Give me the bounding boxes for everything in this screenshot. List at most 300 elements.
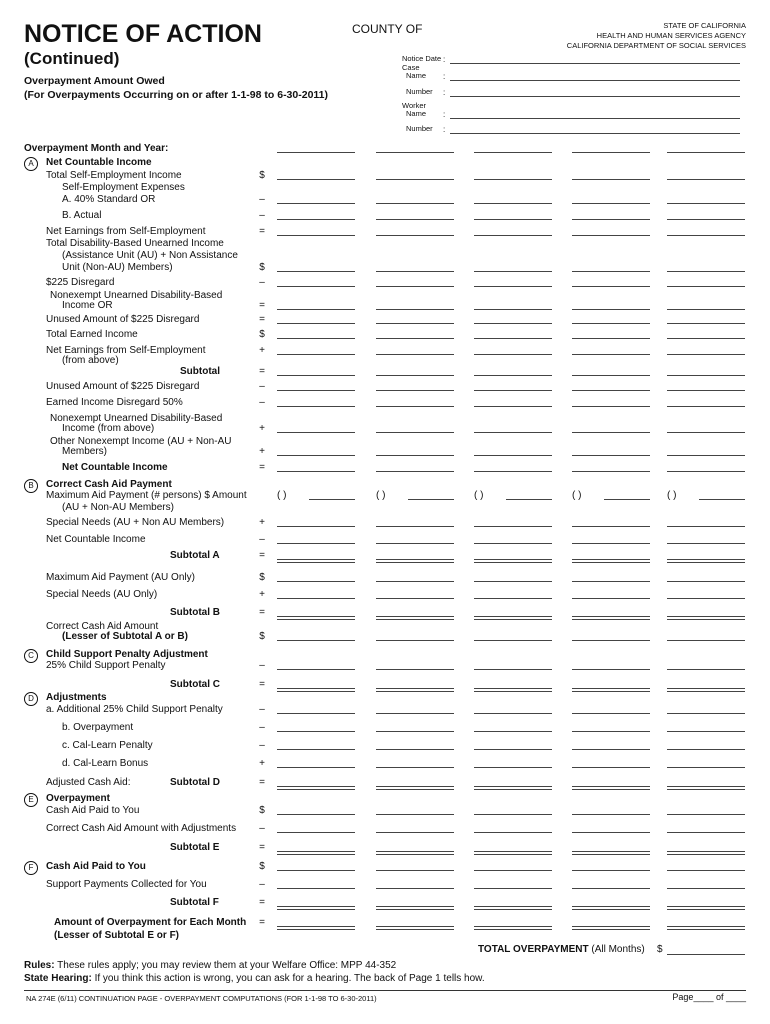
row-operator: – [259, 397, 265, 408]
amount-field[interactable] [667, 526, 745, 527]
amount-field[interactable] [277, 713, 355, 714]
amount-field[interactable] [277, 432, 355, 433]
amount-field[interactable] [572, 731, 650, 732]
continued-label: (Continued) [24, 49, 120, 68]
amount-field[interactable] [277, 832, 355, 833]
amount-field[interactable] [572, 767, 650, 768]
amount-field[interactable] [474, 271, 552, 272]
amount-field[interactable] [667, 471, 745, 472]
amount-field[interactable] [572, 832, 650, 833]
county-label: COUNTY OF [352, 22, 423, 36]
amount-field[interactable] [474, 455, 552, 456]
row-label: Net Countable Income [62, 462, 168, 473]
amount-field[interactable] [277, 749, 355, 750]
row-label: a. Additional 25% Child Support Penalty [46, 704, 223, 715]
amount-field[interactable] [376, 906, 454, 910]
amount-field[interactable] [474, 526, 552, 527]
page-number: Page____ of ____ [672, 992, 746, 1002]
amount-field[interactable] [572, 851, 650, 855]
amount-field[interactable] [376, 814, 454, 815]
row-label: Adjustments [46, 692, 107, 703]
amount-field[interactable] [376, 323, 454, 324]
amount-field[interactable] [474, 323, 552, 324]
amount-field[interactable] [572, 338, 650, 339]
persons-count-field[interactable]: ( ) [277, 490, 287, 501]
amount-field[interactable] [572, 455, 650, 456]
amount-field[interactable] [376, 375, 454, 376]
amount-field[interactable] [376, 832, 454, 833]
amount-field[interactable] [277, 888, 355, 889]
persons-count-field[interactable]: ( ) [376, 490, 386, 501]
amount-field[interactable] [474, 669, 552, 670]
amount-field[interactable] [572, 906, 650, 910]
amount-field[interactable] [667, 559, 745, 563]
amount-field[interactable] [376, 851, 454, 855]
amount-field[interactable] [277, 455, 355, 456]
row-operator: = [259, 607, 265, 618]
amount-field[interactable] [572, 471, 650, 472]
amount-field[interactable] [667, 375, 745, 376]
amount-field[interactable] [376, 669, 454, 670]
row-label: $225 Disregard [46, 277, 115, 288]
amount-field[interactable] [277, 271, 355, 272]
amount-field[interactable] [667, 390, 745, 391]
amount-field[interactable] [667, 309, 745, 310]
amount-field[interactable] [506, 499, 552, 500]
amount-field[interactable] [667, 235, 745, 236]
case-name-label: Name [406, 71, 427, 80]
row-operator: $ [259, 572, 265, 583]
amount-field[interactable] [474, 543, 552, 544]
row-label: (Lesser of Subtotal E or F) [54, 930, 180, 941]
amount-field[interactable] [376, 581, 454, 582]
row-label: Correct Cash Aid Amount with Adjustments [46, 823, 237, 834]
amount-field[interactable] [376, 616, 454, 620]
amount-field[interactable] [667, 543, 745, 544]
case-number-field[interactable] [450, 96, 740, 97]
amount-field[interactable] [277, 471, 355, 472]
amount-field[interactable] [572, 323, 650, 324]
amount-field[interactable] [277, 152, 355, 153]
amount-field[interactable] [572, 870, 650, 871]
row-label: Correct Cash Aid Payment [46, 479, 172, 490]
amount-field[interactable] [474, 906, 552, 910]
amount-field[interactable] [376, 640, 454, 641]
amount-field[interactable] [667, 455, 745, 456]
row-label: Support Payments Collected for You [46, 879, 207, 890]
row-label: Net Earnings from Self-Employment [46, 226, 206, 237]
section-d-badge: D [24, 692, 38, 706]
amount-field[interactable] [376, 203, 454, 204]
amount-field[interactable] [376, 179, 454, 180]
amount-field[interactable] [474, 406, 552, 407]
amount-field[interactable] [572, 271, 650, 272]
amount-field[interactable] [667, 786, 745, 790]
amount-field[interactable] [572, 814, 650, 815]
worker-name-label: Name [406, 109, 427, 118]
total-label: TOTAL OVERPAYMENT [478, 944, 589, 955]
row-label: Overpayment [46, 793, 110, 804]
agency-line: HEALTH AND HUMAN SERVICES AGENCY [596, 31, 746, 40]
row-operator: = [259, 462, 265, 473]
amount-field[interactable] [667, 616, 745, 620]
row-operator: – [259, 210, 265, 221]
footer-divider [24, 990, 746, 991]
case-number-label: Number [406, 87, 433, 96]
amount-field[interactable] [474, 640, 552, 641]
amount-field[interactable] [376, 286, 454, 287]
amount-field[interactable] [572, 390, 650, 391]
worker-name-field[interactable] [450, 118, 740, 119]
row-label: (from above) [62, 355, 119, 366]
row-operator: = [259, 550, 265, 561]
row-label: d. Cal-Learn Bonus [62, 758, 149, 769]
row-label: Income (from above) [62, 423, 155, 434]
row-label: Total Self-Employment Income [46, 170, 182, 181]
amount-field[interactable] [667, 832, 745, 833]
row-label: Nonexempt Unearned Disability-Based [50, 413, 223, 424]
row-label: Net Countable Income [46, 157, 152, 168]
amount-field[interactable] [667, 338, 745, 339]
row-label: Correct Cash Aid Amount [46, 621, 159, 632]
amount-field[interactable] [376, 390, 454, 391]
amount-field[interactable] [474, 749, 552, 750]
section-c-badge: C [24, 649, 38, 663]
amount-field[interactable] [474, 581, 552, 582]
row-operator: – [259, 722, 265, 733]
row-label: Self-Employment Expenses [62, 182, 185, 193]
amount-field[interactable] [667, 749, 745, 750]
amount-field[interactable] [572, 235, 650, 236]
agency-line: STATE OF CALIFORNIA [663, 21, 746, 30]
colon: : [443, 125, 446, 134]
amount-field[interactable] [667, 354, 745, 355]
amount-field[interactable] [572, 640, 650, 641]
amount-field[interactable] [277, 203, 355, 204]
hearing-label: State Hearing: [24, 973, 92, 984]
amount-field[interactable] [376, 749, 454, 750]
amount-field[interactable] [376, 152, 454, 153]
amount-field[interactable] [474, 713, 552, 714]
amount-field[interactable] [667, 851, 745, 855]
amount-field[interactable] [277, 581, 355, 582]
amount-field[interactable] [376, 598, 454, 599]
amount-field[interactable] [667, 581, 745, 582]
row-label: Subtotal [180, 366, 220, 377]
amount-field[interactable] [667, 179, 745, 180]
row-operator: = [259, 314, 265, 325]
amount-field[interactable] [474, 888, 552, 889]
amount-field[interactable] [277, 354, 355, 355]
amount-field[interactable] [376, 713, 454, 714]
amount-field[interactable] [376, 526, 454, 527]
worker-label: Worker [402, 101, 427, 110]
amount-field[interactable] [667, 432, 745, 433]
worker-number-field[interactable] [450, 133, 740, 134]
amount-field[interactable] [277, 669, 355, 670]
amount-field[interactable] [376, 338, 454, 339]
colon: : [443, 88, 446, 97]
section-b-badge: B [24, 479, 38, 493]
section-a-badge: A [24, 157, 38, 171]
amount-field[interactable] [667, 598, 745, 599]
amount-field[interactable] [572, 179, 650, 180]
amount-field[interactable] [572, 152, 650, 153]
amount-field[interactable] [572, 688, 650, 692]
form-id: NA 274E (6/11) CONTINUATION PAGE - OVERPAYMENT COMPUTATIONS (FOR 1-1-98 TO 6-30-2011) [26, 994, 377, 1003]
amount-field[interactable] [277, 286, 355, 287]
amount-field[interactable] [376, 309, 454, 310]
row-label: Amount of Overpayment for Each Month [54, 917, 247, 928]
amount-field[interactable] [408, 499, 454, 500]
amount-field[interactable] [277, 235, 355, 236]
amount-field[interactable] [474, 786, 552, 790]
row-label: Total Earned Income [46, 329, 138, 340]
worker-number-label: Number [406, 124, 433, 133]
row-operator: – [259, 277, 265, 288]
amount-field[interactable] [277, 616, 355, 620]
amount-field[interactable] [474, 152, 552, 153]
persons-count-field[interactable]: ( ) [667, 490, 677, 501]
row-label: Nonexempt Unearned Disability-Based [50, 290, 223, 301]
amount-field[interactable] [667, 271, 745, 272]
amount-field[interactable] [474, 616, 552, 620]
row-label: A. 40% Standard OR [62, 194, 156, 205]
amount-field[interactable] [474, 375, 552, 376]
amount-field[interactable] [572, 203, 650, 204]
amount-field[interactable] [474, 390, 552, 391]
row-operator: + [259, 517, 265, 528]
amount-field[interactable] [277, 179, 355, 180]
total-overpayment-field[interactable] [667, 954, 745, 955]
rules-label: Rules: [24, 960, 55, 971]
amount-field[interactable] [277, 688, 355, 692]
row-operator: $ [259, 631, 265, 642]
row-label: Child Support Penalty Adjustment [46, 649, 208, 660]
row-operator: + [259, 758, 265, 769]
amount-field[interactable] [376, 235, 454, 236]
amount-field[interactable] [667, 814, 745, 815]
amount-field[interactable] [604, 499, 650, 500]
row-label: Special Needs (AU Only) [46, 589, 158, 600]
row-operator: – [259, 879, 265, 890]
agency-block [567, 21, 746, 51]
amount-field[interactable] [277, 870, 355, 871]
amount-field[interactable] [667, 203, 745, 204]
page-title: NOTICE OF ACTION [24, 20, 262, 48]
amount-field[interactable] [376, 688, 454, 692]
row-operator: $ [259, 861, 265, 872]
row-label: Maximum Aid Payment (# persons) $ Amount [46, 490, 247, 501]
amount-field[interactable] [474, 870, 552, 871]
case-name-field[interactable] [450, 80, 740, 81]
amount-field[interactable] [572, 616, 650, 620]
amount-field[interactable] [572, 713, 650, 714]
amount-field[interactable] [277, 219, 355, 220]
amount-field[interactable] [572, 543, 650, 544]
row-label: Total Disability-Based Unearned Income [46, 238, 224, 249]
amount-field[interactable] [376, 888, 454, 889]
rules-line [24, 960, 396, 971]
amount-field[interactable] [572, 598, 650, 599]
row-label: Subtotal C [170, 679, 220, 690]
row-label: Unused Amount of $225 Disregard [46, 381, 200, 392]
amount-field[interactable] [572, 786, 650, 790]
row-label: Special Needs (AU + Non AU Members) [46, 517, 225, 528]
amount-field[interactable] [376, 354, 454, 355]
amount-field[interactable] [572, 669, 650, 670]
amount-field[interactable] [474, 598, 552, 599]
amount-field[interactable] [572, 309, 650, 310]
amount-field[interactable] [474, 832, 552, 833]
amount-field[interactable] [572, 286, 650, 287]
amount-field[interactable] [572, 375, 650, 376]
amount-field[interactable] [667, 906, 745, 910]
row-operator: – [259, 823, 265, 834]
overpayment-owed-heading: Overpayment Amount Owed [24, 75, 165, 87]
hearing-text: If you think this action is wrong, you can ask for a hearing. The back of Page 1 tells how. [94, 973, 485, 984]
amount-field[interactable] [572, 432, 650, 433]
amount-field[interactable] [474, 203, 552, 204]
row-operator: = [259, 842, 265, 853]
row-label: (Assistance Unit (AU) + Non Assistance [62, 250, 238, 261]
amount-field[interactable] [376, 271, 454, 272]
amount-field[interactable] [474, 235, 552, 236]
persons-count-field[interactable]: ( ) [474, 490, 484, 501]
amount-field[interactable] [667, 767, 745, 768]
colon: : [443, 110, 446, 119]
amount-field[interactable] [376, 731, 454, 732]
total-dollar: $ [657, 944, 663, 955]
notice-date-field[interactable] [450, 63, 740, 64]
amount-field[interactable] [277, 559, 355, 563]
row-label: Cash Aid Paid to You [46, 805, 140, 816]
amount-field[interactable] [474, 309, 552, 310]
row-label: Subtotal F [170, 897, 219, 908]
amount-field[interactable] [474, 814, 552, 815]
amount-field[interactable] [572, 219, 650, 220]
amount-field[interactable] [572, 406, 650, 407]
agency-line: CALIFORNIA DEPARTMENT OF SOCIAL SERVICES [566, 41, 746, 50]
amount-field[interactable] [667, 286, 745, 287]
amount-field[interactable] [376, 767, 454, 768]
amount-field[interactable] [474, 851, 552, 855]
amount-field[interactable] [376, 926, 454, 930]
case-label: Case [402, 63, 420, 72]
amount-field[interactable] [277, 543, 355, 544]
row-operator: – [259, 381, 265, 392]
amount-field[interactable] [572, 559, 650, 563]
amount-field[interactable] [699, 499, 745, 500]
amount-field[interactable] [277, 906, 355, 910]
amount-field[interactable] [277, 640, 355, 641]
amount-field[interactable] [376, 559, 454, 563]
amount-field[interactable] [474, 926, 552, 930]
amount-field[interactable] [667, 406, 745, 407]
amount-field[interactable] [667, 669, 745, 670]
amount-field[interactable] [667, 713, 745, 714]
amount-field[interactable] [667, 219, 745, 220]
amount-field[interactable] [474, 559, 552, 563]
period-heading: (For Overpayments Occurring on or after 1-1-98 to 6-30-2011) [24, 89, 329, 101]
amount-field[interactable] [572, 581, 650, 582]
rules-text: These rules apply; you may review them at your Welfare Office: MPP 44-352 [57, 960, 397, 971]
amount-field[interactable] [376, 471, 454, 472]
amount-field[interactable] [667, 888, 745, 889]
amount-field[interactable] [572, 354, 650, 355]
amount-field[interactable] [277, 375, 355, 376]
amount-field[interactable] [277, 926, 355, 930]
row-label: Subtotal B [170, 607, 220, 618]
row-label: Unit (Non-AU) Members) [62, 262, 173, 273]
amount-field[interactable] [277, 390, 355, 391]
amount-field[interactable] [277, 323, 355, 324]
amount-field[interactable] [376, 406, 454, 407]
amount-field[interactable] [474, 731, 552, 732]
amount-field[interactable] [277, 814, 355, 815]
row-operator: = [259, 366, 265, 377]
amount-field[interactable] [277, 526, 355, 527]
amount-field[interactable] [376, 543, 454, 544]
row-label: b. Overpayment [62, 722, 134, 733]
amount-field[interactable] [277, 338, 355, 339]
amount-field[interactable] [572, 749, 650, 750]
amount-field[interactable] [667, 731, 745, 732]
amount-field[interactable] [474, 432, 552, 433]
amount-field[interactable] [376, 432, 454, 433]
amount-field[interactable] [277, 309, 355, 310]
amount-field[interactable] [474, 286, 552, 287]
amount-field[interactable] [572, 926, 650, 930]
row-operator: $ [259, 170, 265, 181]
row-operator: + [259, 446, 265, 457]
amount-field[interactable] [474, 471, 552, 472]
amount-field[interactable] [277, 598, 355, 599]
amount-field[interactable] [667, 926, 745, 930]
row-label: c. Cal-Learn Penalty [62, 740, 153, 751]
amount-field[interactable] [667, 152, 745, 153]
amount-field[interactable] [474, 338, 552, 339]
persons-count-field[interactable]: ( ) [572, 490, 582, 501]
amount-field[interactable] [277, 851, 355, 855]
amount-field[interactable] [277, 731, 355, 732]
amount-field[interactable] [376, 870, 454, 871]
amount-field[interactable] [309, 499, 355, 500]
row-operator: $ [259, 329, 265, 340]
amount-field[interactable] [667, 640, 745, 641]
amount-field[interactable] [474, 354, 552, 355]
row-label: Earned Income Disregard 50% [46, 397, 183, 408]
colon: : [443, 72, 446, 81]
amount-field[interactable] [474, 767, 552, 768]
amount-field[interactable] [376, 786, 454, 790]
row-label: Net Earnings from Self-Employment [46, 345, 206, 356]
amount-field[interactable] [474, 219, 552, 220]
amount-field[interactable] [277, 786, 355, 790]
amount-field[interactable] [376, 455, 454, 456]
amount-field[interactable] [667, 323, 745, 324]
amount-field[interactable] [376, 219, 454, 220]
amount-field[interactable] [667, 688, 745, 692]
amount-field[interactable] [277, 406, 355, 407]
amount-field[interactable] [572, 526, 650, 527]
row-operator: = [259, 226, 265, 237]
amount-field[interactable] [572, 888, 650, 889]
amount-field[interactable] [277, 767, 355, 768]
amount-field[interactable] [474, 179, 552, 180]
amount-field[interactable] [667, 870, 745, 871]
amount-field[interactable] [474, 688, 552, 692]
